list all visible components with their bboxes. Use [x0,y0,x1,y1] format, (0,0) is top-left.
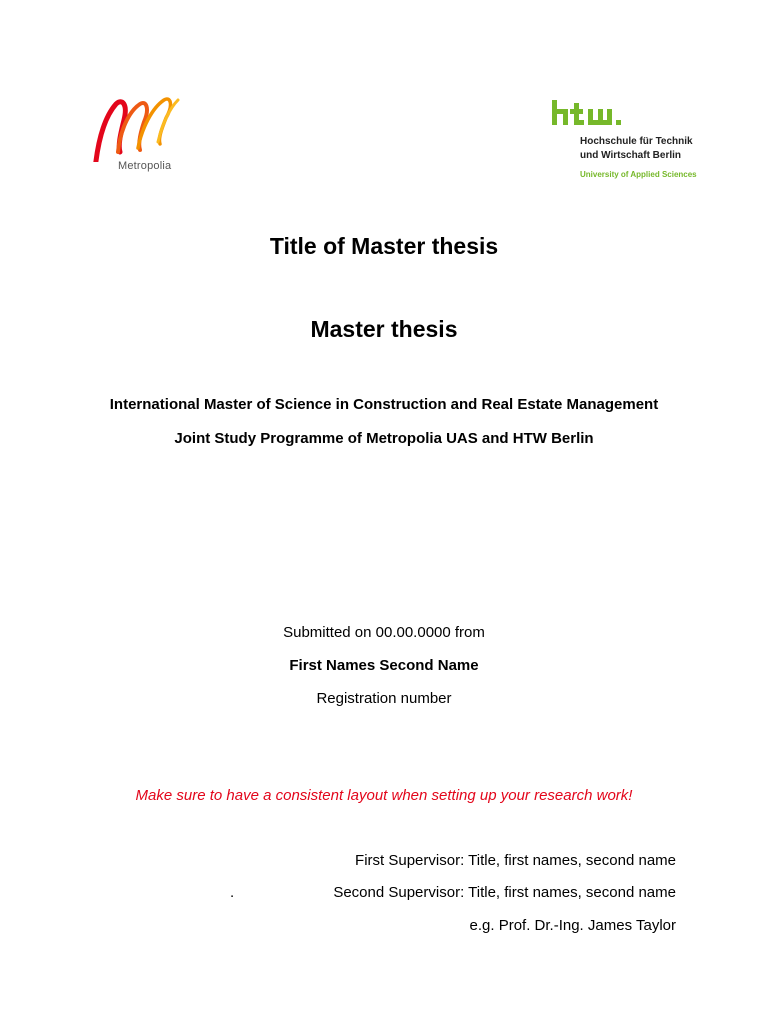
thesis-type: Master thesis [310,316,458,342]
htw-name-line-1: Hochschule für Technik [580,136,693,147]
programme-name: International Master of Science in Construction and Real Estate Management [109,396,659,413]
htw-logo [548,98,698,182]
supervisor-example: e.g. Prof. Dr.-Ing. James Taylor [469,917,676,934]
htw-wordmark-icon [550,98,650,128]
joint-programme: Joint Study Programme of Metropolia UAS and HTW Berlin [174,430,594,447]
metropolia-arcs-icon [88,92,188,162]
metropolia-wordmark: Metropolia [118,160,172,172]
thesis-title: Title of Master thesis [269,233,499,259]
second-supervisor: Second Supervisor: Title, first names, second name [333,884,676,901]
stray-dot: . [230,884,235,901]
first-supervisor: First Supervisor: Title, first names, second name [355,852,676,869]
submission-date: Submitted on 00.00.0000 from [283,624,485,641]
htw-tagline: University of Applied Sciences [580,170,697,179]
htw-name-line-2: und Wirtschaft Berlin [580,150,682,161]
metropolia-logo [88,92,188,184]
layout-notice: Make sure to have a consistent layout when setting up your research work! [135,787,633,804]
registration-number: Registration number [316,690,452,707]
author-name: First Names Second Name [289,657,479,674]
